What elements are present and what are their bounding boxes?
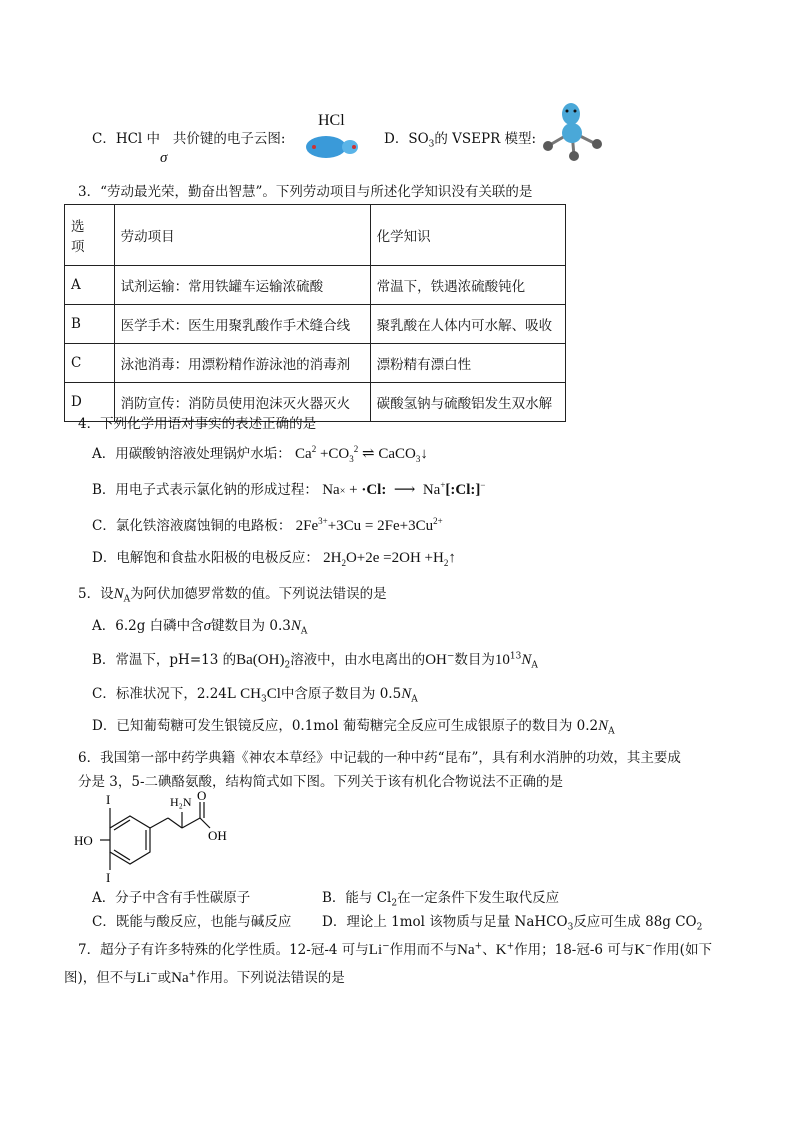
cell-option: D [65,383,115,422]
option-d-so3 [384,127,536,150]
so3-vsepr-model-image [540,100,610,162]
cell-knowledge: 漂粉精有漂白性 [370,344,565,383]
q5-stem: 5．设$N_A$为阿伏加德罗常数的值。下列说法错误的是 [78,586,387,605]
q6-option-d: D．理论上 1mol 该物质与足量 NaHCO$_3$反应可生成 88g $CO_2$ [322,914,703,933]
struct-oh: OH [208,828,227,843]
labor-table [64,204,566,422]
q7-stem-line1: 7．超分子有许多特殊的化学性质。12-冠-4 可与Li−作用而不与Na+、K+作用；18-冠-6 可与K−作用(如下 [78,941,712,958]
struct-o: O [197,790,207,803]
option-c-text: 共价键的电子云图: [172,131,286,147]
q4-option-c: C．氯化铁溶液腐蚀铜的电路板： $2Fe^{3+}+3Cu = 2Fe+3Cu^{2+}$ [92,516,443,534]
cell-option: A [65,266,115,305]
o-atom-3 [569,151,579,161]
q4-c-equation: $2Fe^{3+}+3Cu = 2Fe+3Cu^{2+}$ [295,516,443,534]
option-c-label: C．HCl 中 [92,131,161,147]
q4-option-a: A．用碳酸钠溶液处理锅炉水垢： $Ca^2 +CO_3^2$ ⇌ CaCO$_3$↓ [92,444,428,464]
option-c-hcl [92,127,285,147]
cell-project: 泳池消毒：用漂粉精作游泳池的消毒剂 [114,344,370,383]
hcl-label: HCl [318,112,345,129]
hcl-electron-cloud-image [302,132,364,162]
q4-d-equation: $2H_2O+2e =2OH$ $+H_2↑$ [323,550,456,568]
q5-option-d: D．已知葡萄糖可发生银镜反应，0.1mol 葡萄糖完全反应可生成银原子的数目为 $0.2N_A$ [92,718,615,737]
cell-knowledge: 碳酸氢钠与硫酸铝发生双水解 [370,383,565,422]
o-atom-2 [592,139,602,149]
cell-project: 试剂运输：常用铁罐车运输浓硫酸 [114,266,370,305]
q4-option-d: D．电解饱和食盐水阳极的电极反应： $2H_2O+2e =2OH$ $+H_2↑$ [92,550,456,568]
q6-option-c: C．既能与酸反应，也能与碱反应 [92,914,292,930]
q5-option-b: B．常温下，pH=13 的$Ba(OH)_2$溶液中，由水电离出的OH−数目为$10^{13}N_A$ [92,651,538,671]
q4-stem: 4．下列化学用语对事实的表述正确的是 [78,416,317,432]
option-d-label: D．SO [384,131,429,147]
table-header-row [65,205,566,266]
option-d-text: 的 VSEPR 模型: [434,131,537,147]
cell-knowledge: 聚乳酸在人体内可水解、吸收 [370,305,565,344]
q4-a-equation: $Ca^2 +CO_3^2$ ⇌ CaCO$_3$↓ [295,444,428,464]
q5-option-c: C．标准状况下，2.24L $CH_3Cl$中含原子数目为 $0.5N_A$ [92,686,418,705]
q6-option-b: B．能与 $Cl_2$在一定条件下发生取代反应 [322,890,560,909]
header-knowledge: 化学知识 [370,205,565,266]
cell-option: B [65,305,115,344]
q4-b-equation: Na× + ·Cl: ⟶ Na+[:Cl:]− [322,480,486,498]
s-atom [562,123,582,143]
struct-i-bottom: I [106,870,111,882]
h-nucleus [352,145,356,149]
cl-nucleus [312,145,316,149]
header-project: 劳动项目 [114,205,370,266]
q3-stem: 3．“劳动最光荣，勤奋出智慧”。下列劳动项目与所述化学知识没有关联的是 [78,184,533,200]
o-atom-1 [543,141,553,151]
q4-option-b: B．用电子式表示氯化钠的形成过程： Na× + ·Cl: ⟶ Na+[:Cl:]− [92,480,486,498]
struct-i-top: I [106,792,111,807]
lone-pair-lobe [562,103,580,125]
cell-project: 消防宣传：消防员使用泡沫灭火器灭火 [114,383,370,422]
q7-stem-line2: 图)，但不与Li−或Na+作用。下列说法错误的是 [64,969,345,986]
cell-knowledge: 常温下，铁遇浓硫酸钝化 [370,266,565,305]
diiodotyrosine-structure [70,790,250,882]
cell-option: C [65,344,115,383]
table-row [65,305,566,344]
q6-option-a: A．分子中含有手性碳原子 [92,890,251,906]
struct-ho: HO [74,833,93,848]
table-row [65,266,566,305]
sigma-symbol: σ [160,150,168,166]
table-row [65,344,566,383]
struct-nh2: H₂N [170,795,192,809]
option-d-sub: 3 [428,139,435,150]
q5-option-a: A．6.2g 白磷中含σ键数目为 $0.3N_A$ [92,618,308,637]
cell-project: 医学手术：医生用聚乳酸作手术缝合线 [114,305,370,344]
header-option: 选 项 [65,205,115,266]
q6-stem-line2: 分是 3，5-二碘酪氨酸，结构简式如下图。下列关于该有机化合物说法不正确的是 [78,774,564,790]
q6-stem-line1: 6．我国第一部中药学典籍《神农本草经》中记载的一种中药“昆布”，具有利水消肿的功效，其主要成 [78,750,681,766]
